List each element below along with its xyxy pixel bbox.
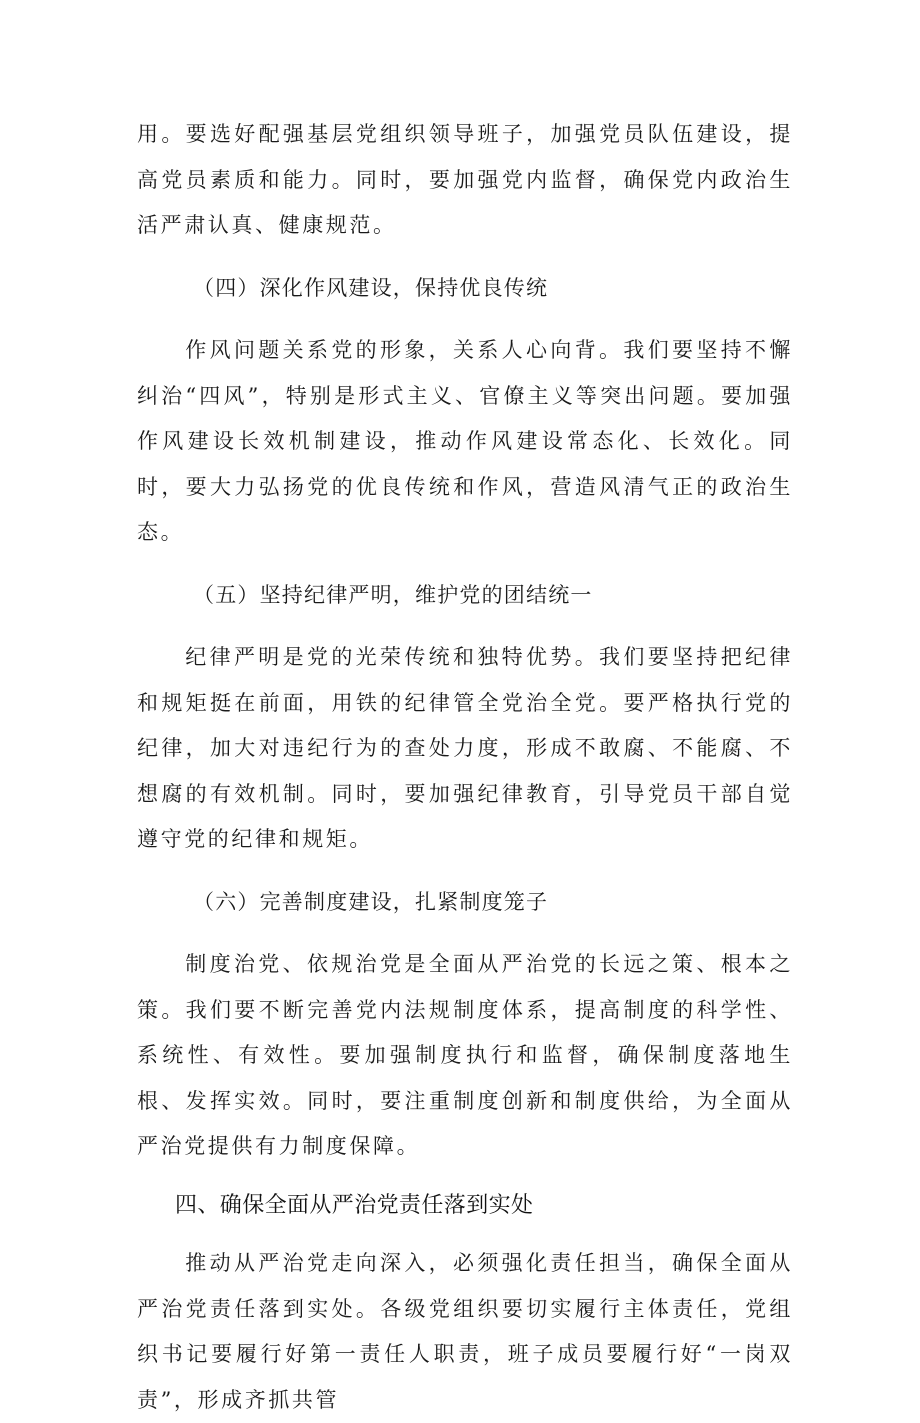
paragraph-4: 作风问题关系党的形象，关系人心向背。我们要坚持不懈纠治“四风”，特别是形式主义、官僚主义等突出问题。要加强作风建设长效机制建设，推动作风建设常态化、长效化。同时，要大力弘扬党的优良传统和作风，营造风清气正的政治生态。 [137,338,793,544]
paragraph-5: 纪律严明是党的光荣传统和独特优势。我们要坚持把纪律和规矩挺在前面，用铁的纪律管全党治全党。要严格执行党的纪律，加大对违纪行为的查处力度，形成不敢腐、不能腐、不想腐的有效机制。同时，要加强纪律教育，引导党员干部自觉遵守党的纪律和规矩。 [137,645,793,851]
section-heading-4: 四、确保全面从严治党责任落到实处 [175,1192,534,1218]
subsection-heading-5: （五）坚持纪律严明，维护党的团结统一 [193,582,593,607]
subsection-heading-6: （六）完善制度建设，扎紧制度笼子 [193,889,549,914]
paragraph-6: 制度治党、依规治党是全面从严治党的长远之策、根本之策。我们要不断完善党内法规制度体系，提高制度的科学性、系统性、有效性。要加强制度执行和监督，确保制度落地生根、发挥实效。同时，要注重制度创新和制度供给，为全面从严治党提供有力制度保障。 [137,952,793,1158]
paragraph-7: 推动从严治党走向深入，必须强化责任担当，确保全面从严治党责任落到实处。各级党组织要切实履行主体责任，党组织书记要履行好第一责任人职责，班子成员要履行好“一岗双责”，形成齐抓共管 [137,1251,793,1412]
subsection-heading-4: （四）深化作风建设，保持优良传统 [193,275,549,300]
paragraph-continued: 用。要选好配强基层党组织领导班子，加强党员队伍建设，提高党员素质和能力。同时，要加强党内监督，确保党内政治生活严肃认真、健康规范。 [137,122,793,237]
document-page [137,112,793,1423]
